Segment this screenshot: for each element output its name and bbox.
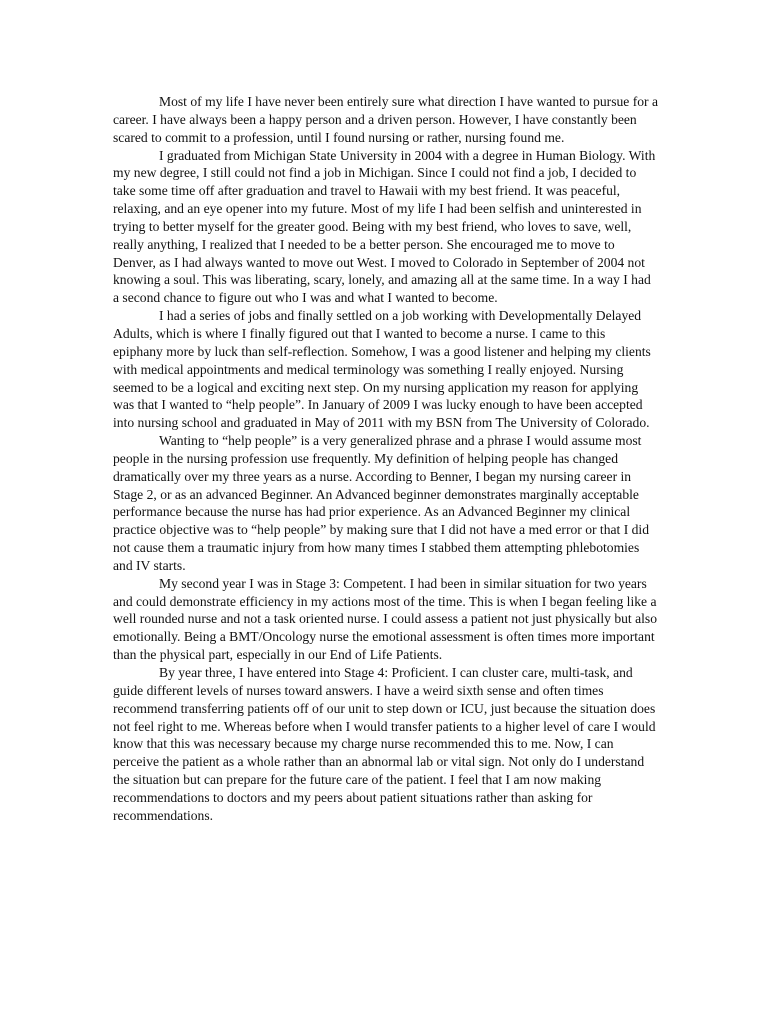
paragraph-proficient: By year three, I have entered into Stage 4: Proficient. I can cluster care, multi-task, and guide different levels of nurses toward answers. I have a weird sixth sense and often times recommend transferring patients off of our unit to step down or ICU, just because the situation does not feel right to me. Whereas before when I would transfer patients to a higher level of care I would know that this was necessary because my charge nurse recommended this to me. Now, I can perceive the patient as a whole rather than an abnormal lab or vital sign. Not only do I understand the situation but can prepare for the future care of the patient. I feel that I am now making recommendations to doctors and my peers about patient situations rather than asking for recommendations. <box>113 665 656 823</box>
paragraph-advanced-beginner: Wanting to “help people” is a very generalized phrase and a phrase I would assume most people in the nursing profession use frequently. My definition of helping people has changed dramatically over my three years as a nurse. According to Benner, I began my nursing career in Stage 2, or as an advanced Beginner. An Advanced beginner demonstrates marginally acceptable performance because the nurse has had prior experience. As an Advanced Beginner my clinical practice objective was to “help people” by making sure that I did not have a med error or that I did not cause them a traumatic injury from how many times I stabbed them attempting phlebotomies and IV starts. <box>113 433 650 573</box>
paragraph-career-direction: Most of my life I have never been entirely sure what direction I have wanted to pursue for a career. I have always been a happy person and a driven person. However, I have constantly been scared to commit to a profession, until I found nursing or rather, nursing found me. <box>113 94 659 145</box>
document-page <box>113 93 658 825</box>
paragraph-graduation-hawaii: I graduated from Michigan State University in 2004 with a degree in Human Biology. With my new degree, I still could not find a job in Michigan. Since I could not find a job, I decided to take some time off after graduation and travel to Hawaii with my best friend. It was peaceful, relaxing, and an eye opener into my future. Most of my life I had been selfish and uninterested in trying to better myself for the greater good. Being with my best friend, who loves to save, well, really anything, I realized that I needed to be a better person. She encouraged me to move to Denver, as I had always wanted to move out West. I moved to Colorado in September of 2004 not knowing a soul. This was liberating, scary, lonely, and amazing all at the same time. In a way I had a second chance to figure out who I was and what I wanted to become. <box>113 147 656 306</box>
paragraph-competent: My second year I was in Stage 3: Competent. I had been in similar situation for two years and could demonstrate efficiency in my actions most of the time. This is when I began feeling like a well rounded nurse and not a task oriented nurse. I could assess a patient not just physically but also emotionally. Being a BMT/Oncology nurse the emotional assessment is often times more important than the physical part, especially in our End of Life Patients. <box>113 575 658 663</box>
paragraph-jobs-nursing-school: I had a series of jobs and finally settled on a job working with Developmentally Delayed Adults, which is where I finally figured out that I wanted to become a nurse. I came to this epiphany more by luck than self-reflection. Somehow, I was a good listener and helping my clients with medical appointments and medical terminology was something I really enjoyed. Nursing seemed to be a logical and exciting next step. On my nursing application my reason for applying was that I wanted to “help people”. In January of 2009 I was lucky enough to have been accepted into nursing school and graduated in May of 2011 with my BSN from The University of Colorado. <box>113 308 651 431</box>
